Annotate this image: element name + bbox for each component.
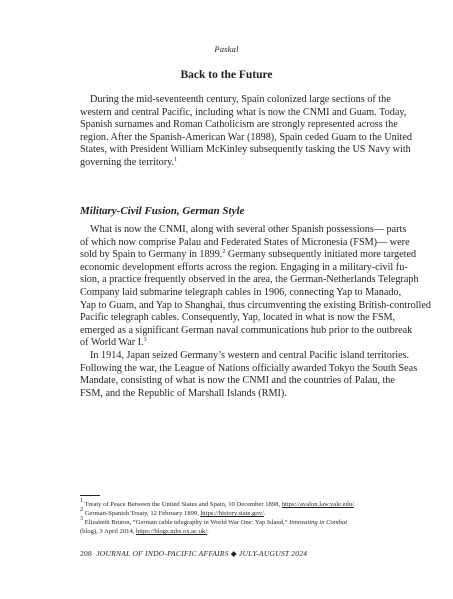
- paragraph-line: What is now the CNMI, along with several other Spanish possessions— parts: [90, 224, 407, 235]
- line-text: Germany subsequently initiated more targeted: [225, 249, 417, 261]
- running-head: Paskal: [214, 44, 239, 54]
- paragraph-line: [80, 157, 372, 170]
- paragraph-line: FSM, and the Republic of Marshall Islands (RMI).: [80, 387, 287, 399]
- subheading: Military-Civil Fusion, German Style: [80, 205, 245, 217]
- paragraph-line: Yap to Guam, and Yap to Shanghai, thus circumventing the existing British-controlled: [80, 299, 431, 311]
- footnote-number: 2: [80, 507, 83, 513]
- paragraph-japan-mandate: [80, 350, 418, 400]
- footnote-number: 1: [80, 498, 83, 504]
- paragraph-line: [80, 337, 372, 350]
- footnote-ref: 1: [174, 156, 178, 163]
- paragraph-line: In 1914, Japan seized Germany’s western and central Pacific island territories.: [90, 350, 410, 361]
- page-footer: [80, 549, 307, 558]
- paragraph-line: Following the war, the League of Nations officially awarded Tokyo the South Seas: [80, 362, 418, 374]
- footnote-ref: 3: [143, 337, 147, 344]
- footnote-text: German-Spanish Treaty, 12 February 1899,: [83, 510, 201, 517]
- footnote-3-continued: [80, 527, 380, 536]
- footnote-ref: 2: [222, 249, 226, 256]
- footnote-link[interactable]: https://history.state.gov/: [200, 510, 264, 517]
- footnote-end: .: [263, 510, 266, 517]
- paragraph-line: States, with President William McKinley subsequently tasking the US Navy with: [80, 144, 411, 156]
- footnote-number: 3: [80, 516, 83, 522]
- footnote-text: (blog), 3 April 2014,: [80, 528, 137, 535]
- line-text: of World War I.: [80, 337, 144, 349]
- paragraph-line: [80, 249, 417, 262]
- paragraph-line: emerged as a significant German naval communications hub prior to the outbreak: [80, 324, 413, 336]
- footnote-3: [80, 518, 380, 527]
- footnote-text: Treaty of Peace Between the United States and Spain, 10 December 1898,: [83, 501, 282, 508]
- line-text: sold by Spain to Germany in 1899.: [80, 249, 223, 261]
- paragraph-line: economic development efforts across the region. Engaging in a military-civil fu-: [80, 261, 408, 273]
- footnote-end: .: [207, 528, 209, 535]
- paragraph-line: sion, a practice frequently observed in the area, the German-Netherlands Telegraph: [80, 274, 419, 286]
- footnote-link[interactable]: https://blogs.mhs.ox.ac.uk/: [136, 528, 208, 535]
- diamond-separator-icon: ◆: [230, 549, 237, 558]
- line-text: governing the territory.: [80, 156, 175, 168]
- paragraph-line: region. After the Spanish-American War (1898), Spain ceded Guam to the United: [80, 131, 412, 143]
- paragraph-line: During the mid-seventeenth century, Spain colonized large sections of the: [90, 94, 391, 105]
- paragraph-line: Pacific telegraph cables. Consequently, Yap, located in what is now the FSM,: [80, 312, 396, 324]
- footnote-end: .: [353, 501, 356, 508]
- paragraph-line: western and central Pacific, including what is now the CNMI and Guam. Today,: [80, 106, 407, 118]
- footnote-text: Elizabeth Bruton, “German cable telegraphy in World War One: Yap Island,”: [83, 519, 290, 526]
- page-number: 208: [80, 549, 92, 558]
- paragraph-line: of which now comprise Palau and Federated States of Micronesia (FSM)— were: [80, 236, 410, 248]
- paragraph-german-telegraph: [80, 224, 431, 350]
- footnote-italic-title: Innovating in Combat: [289, 519, 348, 526]
- paragraph-line: Company laid submarine telegraph cables in 1906, connecting Yap to Manado,: [80, 286, 402, 298]
- paragraph-spanish-colonization: [80, 94, 412, 170]
- section-heading: Back to the Future: [180, 69, 273, 81]
- paragraph-line: Spanish surnames and Roman Catholicism are strongly represented across the: [80, 119, 398, 131]
- footnote-2: [80, 509, 380, 518]
- paragraph-line: Mandate, consisting of what is now the CNMI and the countries of Palau, the: [80, 375, 395, 387]
- issue-date: JULY-AUGUST 2024: [238, 549, 308, 558]
- journal-title: JOURNAL OF INDO-PACIFIC AFFAIRS: [96, 549, 229, 558]
- footnote-rule: [80, 495, 100, 496]
- footnote-link[interactable]: https://avalon.law.yale.edu/: [281, 501, 354, 508]
- footnote-1: [80, 500, 380, 509]
